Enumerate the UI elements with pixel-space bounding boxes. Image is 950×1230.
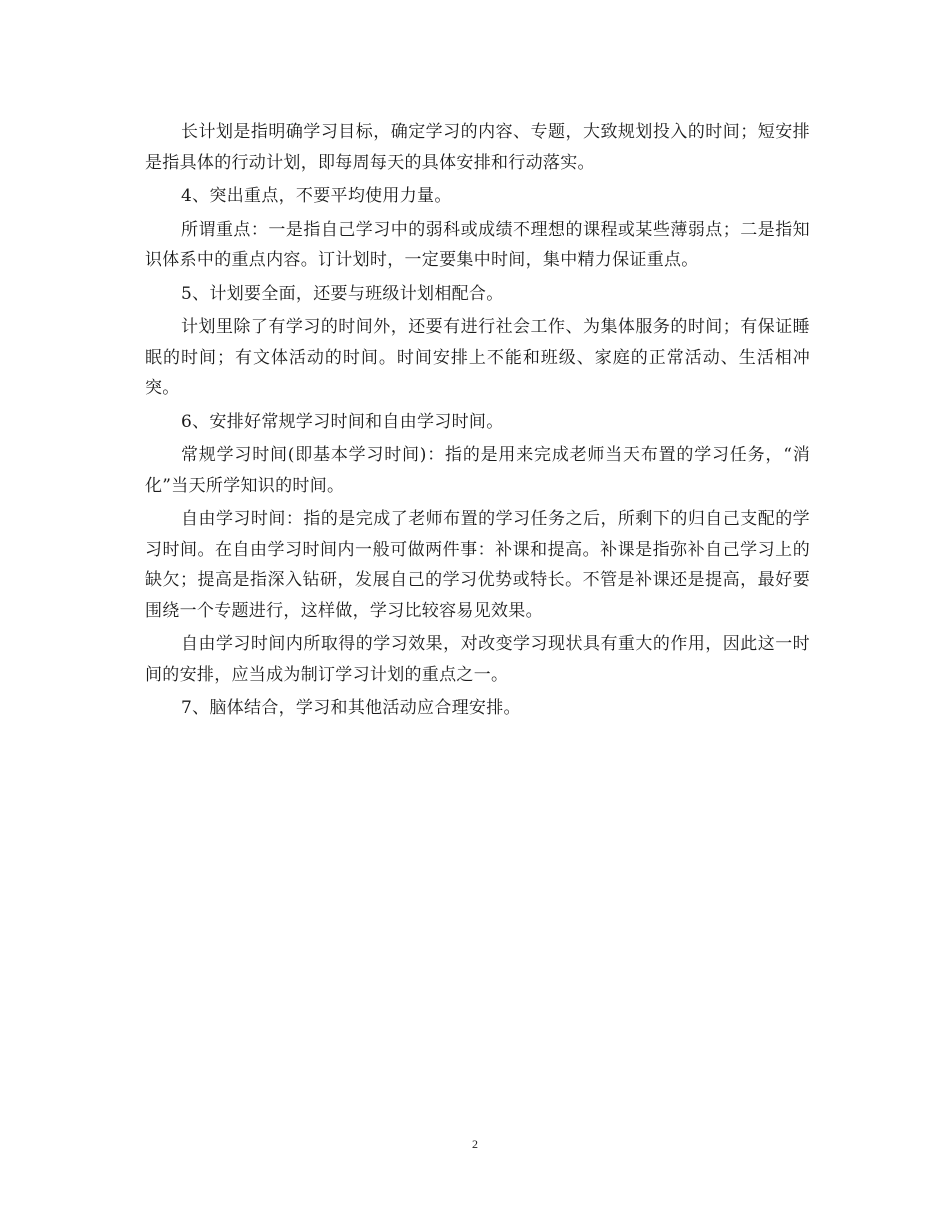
paragraph-free-time: 自由学习时间：指的是完成了老师布置的学习任务之后，所剩下的归自己支配的学习时间。在自由学习时间内一般可做两件事：补课和提高。补课是指弥补自己学习上的缺欠；提高是指深入钻研，发展自己的学习优势或特长。不管是补课还是提高，最好要围绕一个专题进行，这样做，学习比较容易见效果。	[145, 509, 810, 621]
heading-4-focus: 4、突出重点，不要平均使用力量。	[181, 186, 452, 206]
page-number: 2	[472, 1137, 478, 1151]
paragraph-plan-definition: 长计划是指明确学习目标，确定学习的内容、专题，大致规划投入的时间；短安排是指具体的行动计划，即每周每天的具体安排和行动落实。	[145, 122, 810, 173]
paragraph-free-time-effect: 自由学习时间内所取得的学习效果，对改变学习现状具有重大的作用，因此这一时间的安排，应当成为制订学习计划的重点之一。	[145, 634, 810, 685]
paragraph-regular-time: 常规学习时间(即基本学习时间)：指的是用来完成老师当天布置的学习任务，“消化”当天所学知识的时间。	[145, 445, 810, 496]
paragraph-comprehensive: 计划里除了有学习的时间外，还要有进行社会工作、为集体服务的时间；有保证睡眠的时间；有文体活动的时间。时间安排上不能和班级、家庭的正常活动、生活相冲突。	[145, 317, 810, 398]
document-body	[145, 117, 810, 727]
heading-5-comprehensive: 5、计划要全面，还要与班级计划相配合。	[181, 283, 504, 304]
heading-6-schedule: 6、安排好常规学习时间和自由学习时间。	[181, 411, 504, 432]
paragraph-focus-definition: 所谓重点：一是指自己学习中的弱科或成绩不理想的课程或某些薄弱点；二是指知识体系中的重点内容。订计划时，一定要集中时间，集中精力保证重点。	[145, 219, 810, 270]
heading-7-balance: 7、脑体结合，学习和其他活动应合理安排。	[181, 698, 521, 718]
